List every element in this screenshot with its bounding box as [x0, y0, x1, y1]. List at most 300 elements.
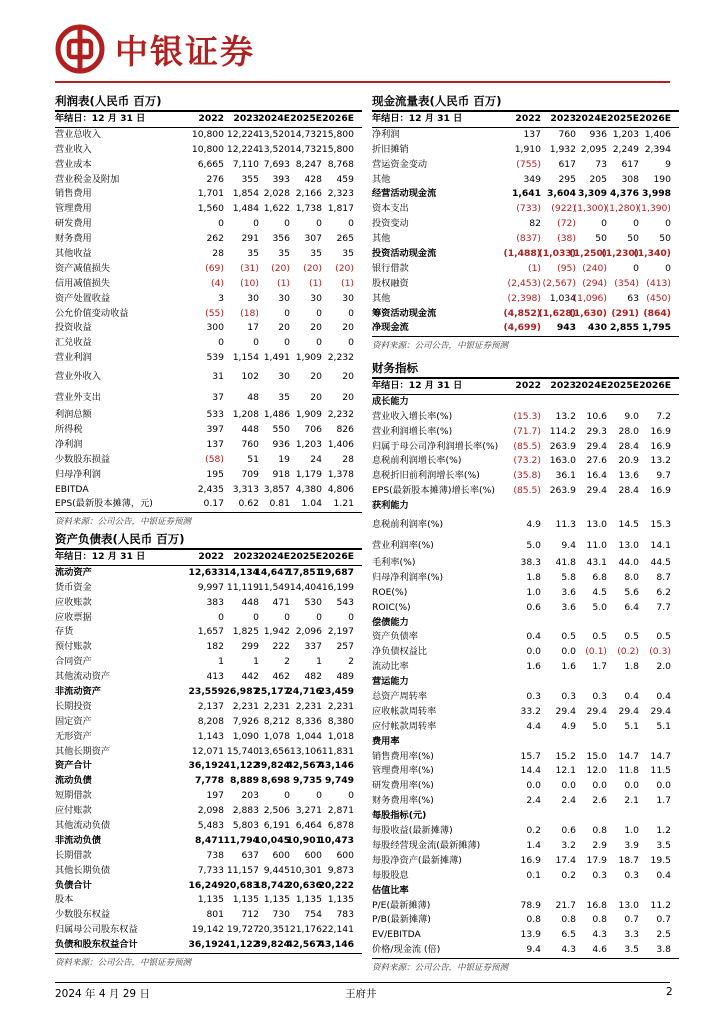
value-cell: 11.5 — [650, 765, 671, 777]
value-cell: 3.3 — [624, 929, 639, 941]
table-row — [55, 468, 362, 483]
value-cell: 291 — [241, 233, 259, 245]
value-cell: (2,567) — [542, 277, 576, 289]
value-cell: (733) — [516, 203, 541, 215]
value-cell: (450) — [646, 292, 671, 304]
value-cell: 2,323 — [327, 188, 354, 200]
value-cell: 12.1 — [555, 765, 576, 777]
value-cell: 5.8 — [561, 571, 576, 583]
value-cell: (85.5) — [513, 485, 541, 497]
table-row — [372, 913, 679, 928]
table-row — [372, 173, 679, 188]
value-cell: 14,404 — [289, 581, 322, 593]
value-cell: 0 — [316, 218, 322, 230]
value-cell: (864) — [643, 307, 671, 319]
value-cell: 0 — [665, 218, 671, 230]
value-cell: 36,192 — [188, 939, 224, 951]
value-cell: 19,687 — [318, 566, 354, 578]
row-label: 汇兑收益 — [55, 337, 92, 349]
value-cell: 0.7 — [624, 914, 639, 926]
value-cell: 17.4 — [555, 854, 576, 866]
value-cell: 6,191 — [263, 820, 290, 832]
financial-ratios-panel — [372, 360, 679, 975]
section-label: 成长能力 — [372, 395, 409, 407]
value-cell: 936 — [272, 438, 290, 450]
value-cell: 0.8 — [526, 914, 541, 926]
value-cell: 0 — [284, 790, 290, 802]
value-cell: 0.7 — [656, 914, 671, 926]
value-cell: 16.9 — [650, 440, 671, 452]
value-cell: 29.4 — [586, 440, 607, 452]
value-cell: (1) — [340, 277, 354, 289]
value-cell: 7,693 — [263, 158, 290, 170]
row-label: 流动负债 — [55, 775, 92, 787]
value-cell: 0 — [316, 611, 322, 623]
value-cell: 393 — [272, 173, 290, 185]
row-label: 利润总额 — [55, 409, 92, 421]
value-cell: 0.8 — [592, 914, 607, 926]
value-cell: 0.3 — [561, 691, 576, 703]
value-cell: 299 — [241, 641, 259, 653]
value-cell: 19,142 — [191, 924, 224, 936]
value-cell: 4.9 — [526, 519, 541, 531]
table-row — [55, 923, 362, 938]
value-cell: 14,732 — [289, 128, 322, 140]
value-cell: 448 — [241, 424, 259, 436]
value-cell: 4.6 — [592, 944, 607, 956]
panel-title: 现金流量表(人民币 百万) — [372, 93, 679, 112]
value-cell: 543 — [336, 596, 354, 608]
value-cell: (413) — [646, 277, 671, 289]
table-row — [372, 943, 679, 958]
value-cell: 1.21 — [333, 498, 354, 510]
row-label: 营业收入 — [55, 143, 92, 155]
year-header: 2025E — [607, 113, 639, 124]
cash-flow-panel — [372, 93, 679, 353]
value-cell: 35 — [278, 248, 290, 260]
value-cell: 0.4 — [624, 691, 639, 703]
value-cell: 29.4 — [586, 705, 607, 717]
value-cell: 2,166 — [295, 188, 322, 200]
value-cell: 28 — [212, 248, 224, 260]
table-row — [55, 700, 362, 715]
table-row — [55, 611, 362, 626]
value-cell: 489 — [336, 671, 354, 683]
table-row — [372, 202, 679, 217]
value-cell: 1,491 — [263, 352, 290, 364]
value-cell: 6.2 — [656, 586, 671, 598]
table-row — [55, 864, 362, 879]
value-cell: 0 — [601, 218, 607, 230]
value-cell: 41,122 — [223, 939, 259, 951]
value-cell: 11,549 — [257, 581, 290, 593]
value-cell: 0 — [633, 218, 639, 230]
value-cell: (20) — [303, 262, 322, 274]
table-row — [55, 774, 362, 789]
value-cell: 706 — [304, 424, 322, 436]
row-label: 应付账款 — [55, 805, 92, 817]
row-label: 营业外支出 — [55, 392, 101, 404]
row-label: 应收票据 — [55, 611, 92, 623]
value-cell: 0.3 — [526, 691, 541, 703]
row-label: P/E(最新摊薄) — [372, 899, 431, 911]
value-cell: 337 — [304, 641, 322, 653]
value-cell: 1,909 — [295, 352, 322, 364]
table-row — [372, 232, 679, 247]
table-row — [55, 387, 362, 408]
table-row — [55, 804, 362, 819]
value-cell: 918 — [272, 468, 290, 480]
value-cell: 0 — [253, 337, 259, 349]
value-cell: 1,406 — [327, 438, 354, 450]
value-cell: 307 — [304, 233, 322, 245]
value-cell: 2,096 — [295, 626, 322, 638]
value-cell: 539 — [206, 352, 224, 364]
value-cell: (1,280) — [605, 203, 639, 215]
value-cell: 50 — [659, 233, 671, 245]
value-cell: 14,647 — [254, 566, 290, 578]
section-row — [372, 884, 679, 899]
value-cell: 19,727 — [226, 924, 259, 936]
value-cell: 19 — [278, 453, 290, 465]
value-cell: 9,873 — [327, 864, 354, 876]
value-cell: (1,300) — [573, 203, 607, 215]
value-cell: 51 — [247, 453, 259, 465]
value-cell: 16.9 — [650, 425, 671, 437]
value-cell: (1,250) — [569, 248, 607, 260]
value-cell: 27.6 — [586, 455, 607, 467]
value-cell: 6.8 — [592, 571, 607, 583]
value-cell: 2,394 — [644, 143, 671, 155]
row-label: 营业外收入 — [55, 371, 101, 383]
row-label: 研发费用 — [55, 218, 92, 230]
source-note: 资料来源：公司公告，中银证券预测 — [372, 958, 679, 975]
table-row — [372, 705, 679, 720]
table-row — [372, 469, 679, 484]
value-cell: 3.6 — [561, 601, 576, 613]
value-cell: 35 — [247, 248, 259, 260]
table-row — [55, 187, 362, 202]
value-cell: 3,857 — [263, 483, 290, 495]
value-cell: 1,622 — [263, 203, 290, 215]
value-cell: 39,824 — [254, 939, 290, 951]
table-row — [372, 586, 679, 601]
value-cell: 11.3 — [555, 519, 576, 531]
value-cell: 0.4 — [656, 691, 671, 703]
value-cell: 712 — [241, 909, 259, 921]
year-header: 2022 — [198, 113, 224, 124]
row-label: EPS(最新股本摊薄，元) — [55, 498, 153, 510]
row-label: 息税折旧前利润增长率(%) — [372, 470, 480, 482]
value-cell: 30 — [247, 292, 259, 304]
value-cell: 5.0 — [592, 601, 607, 613]
row-label: 其他流动负债 — [55, 820, 111, 832]
value-cell: 8,380 — [327, 715, 354, 727]
value-cell: 0.8 — [561, 914, 576, 926]
table-row — [372, 321, 679, 336]
value-cell: 29.4 — [555, 705, 576, 717]
value-cell: 182 — [206, 641, 224, 653]
value-cell: (1,340) — [633, 248, 671, 260]
value-cell: 3,309 — [577, 188, 607, 200]
year-header: 2023 — [550, 113, 576, 124]
table-row — [372, 514, 679, 535]
value-cell: 36,192 — [188, 760, 224, 772]
row-label: 负债和股东权益合计 — [55, 939, 138, 951]
value-cell: (72) — [557, 218, 576, 230]
value-cell: 355 — [241, 173, 259, 185]
value-cell: 1.2 — [656, 825, 671, 837]
value-cell: 8,698 — [260, 775, 290, 787]
table-row — [55, 202, 362, 217]
value-cell: 2,197 — [327, 626, 354, 638]
value-cell: 1.0 — [526, 586, 541, 598]
row-label: 流动资产 — [55, 566, 92, 578]
row-label: 毛利率(%) — [372, 557, 416, 569]
year-header: 2026E — [322, 551, 354, 562]
row-label: 负债合计 — [55, 879, 92, 891]
row-label: 折旧摊销 — [372, 143, 409, 155]
value-cell: 0 — [284, 307, 290, 319]
row-label: 息税前利润增长率(%) — [372, 455, 462, 467]
value-cell: 448 — [241, 596, 259, 608]
value-cell: 21.7 — [555, 899, 576, 911]
value-cell: (1,230) — [601, 248, 639, 260]
section-label: 估值比率 — [372, 884, 409, 896]
value-cell: 709 — [241, 468, 259, 480]
value-cell: 26,987 — [223, 686, 259, 698]
table-row — [55, 483, 362, 498]
row-label: 管理费用率(%) — [372, 765, 434, 777]
value-cell: (1,033) — [538, 248, 576, 260]
value-cell: 1.7 — [656, 795, 671, 807]
header-label: 年结日：12 月 31 日 — [372, 380, 463, 391]
table-row — [55, 759, 362, 774]
table-row — [55, 581, 362, 596]
year-header: 2022 — [515, 380, 541, 391]
value-cell: 12.0 — [586, 765, 607, 777]
value-cell: 1,135 — [327, 894, 354, 906]
table-row — [55, 745, 362, 760]
value-cell: (1,096) — [573, 292, 607, 304]
value-cell: 4,376 — [609, 188, 639, 200]
value-cell: 36.1 — [555, 470, 576, 482]
table-header-row — [372, 379, 679, 395]
value-cell: 13.2 — [650, 455, 671, 467]
value-cell: 38.3 — [520, 557, 541, 569]
value-cell: 1,135 — [295, 894, 322, 906]
value-cell: 10,473 — [318, 834, 354, 846]
row-label: 无形资产 — [55, 730, 92, 742]
value-cell: 0 — [316, 307, 322, 319]
row-label: 少数股东权益 — [55, 909, 111, 921]
row-label: 其他 — [372, 233, 391, 245]
value-cell: 1,854 — [232, 188, 259, 200]
row-label: EPS(最新股本摊薄)增长率(%) — [372, 485, 495, 497]
value-cell: 43.1 — [586, 557, 607, 569]
value-cell: 0 — [253, 218, 259, 230]
table-row — [55, 292, 362, 307]
company-name: 王府井 — [345, 988, 377, 1000]
value-cell: 2,098 — [197, 805, 224, 817]
value-cell: 4,806 — [327, 483, 354, 495]
value-cell: 8.0 — [624, 571, 639, 583]
value-cell: 413 — [206, 671, 224, 683]
value-cell: 0.62 — [238, 498, 259, 510]
row-label: 长期借款 — [55, 849, 92, 861]
value-cell: (95) — [557, 262, 576, 274]
value-cell: 42,567 — [286, 939, 322, 951]
table-row — [372, 410, 679, 425]
table-header-row — [55, 112, 362, 128]
row-label: 流动比率 — [372, 661, 409, 673]
row-label: 息税前利润率(%) — [372, 519, 444, 531]
section-label: 获利能力 — [372, 500, 409, 512]
value-cell: 2,028 — [263, 188, 290, 200]
value-cell: 13.2 — [555, 410, 576, 422]
value-cell: 754 — [304, 909, 322, 921]
value-cell: 0 — [218, 611, 224, 623]
value-cell: 13.0 — [586, 519, 607, 531]
value-cell: 7,110 — [232, 158, 259, 170]
value-cell: 137 — [206, 438, 224, 450]
value-cell: 35 — [310, 248, 322, 260]
value-cell: 2.0 — [656, 661, 671, 673]
row-label: 营业成本 — [55, 158, 92, 170]
value-cell: (837) — [516, 233, 541, 245]
value-cell: 3,604 — [546, 188, 576, 200]
table-row — [55, 908, 362, 923]
section-row — [372, 499, 679, 514]
row-label: 资产处置收益 — [55, 292, 111, 304]
section-label: 每股指标(元) — [372, 810, 427, 822]
table-row — [372, 454, 679, 469]
value-cell: 43,146 — [318, 939, 354, 951]
header-label: 年结日：12 月 31 日 — [372, 113, 463, 124]
value-cell: 2,435 — [197, 483, 224, 495]
value-cell: 14.4 — [520, 765, 541, 777]
row-label: 固定资产 — [55, 715, 92, 727]
value-cell: 2 — [348, 656, 354, 668]
value-cell: 15,800 — [321, 128, 354, 140]
value-cell: 28.4 — [618, 440, 639, 452]
value-cell: 7,778 — [194, 775, 224, 787]
value-cell: 760 — [558, 128, 576, 140]
value-cell: 114.2 — [549, 425, 576, 437]
year-header: 2025E — [607, 380, 639, 391]
value-cell: 1.7 — [592, 661, 607, 673]
value-cell: 20 — [278, 322, 290, 334]
value-cell: 63 — [627, 292, 639, 304]
row-label: 归属母公司股东权益 — [55, 924, 138, 936]
value-cell: 13.6 — [618, 470, 639, 482]
balance-sheet-panel — [55, 531, 362, 970]
value-cell: 102 — [241, 371, 259, 383]
value-cell: 20,222 — [318, 879, 354, 891]
value-cell: 20 — [310, 392, 322, 404]
row-label: 营业收入增长率(%) — [372, 410, 453, 422]
table-row — [372, 307, 679, 322]
table-header-row — [372, 112, 679, 128]
value-cell: 5.1 — [656, 720, 671, 732]
value-cell: 0.5 — [656, 631, 671, 643]
value-cell: 300 — [206, 322, 224, 334]
value-cell: 8,208 — [197, 715, 224, 727]
table-row — [55, 366, 362, 387]
table-row — [55, 351, 362, 366]
value-cell: 20,351 — [257, 924, 290, 936]
value-cell: 4.5 — [592, 586, 607, 598]
value-cell: 20,683 — [223, 879, 259, 891]
value-cell: 11,794 — [223, 834, 259, 846]
value-cell: 50 — [595, 233, 607, 245]
value-cell: 41.8 — [555, 557, 576, 569]
panel-title: 资产负债表(人民币 百万) — [55, 531, 362, 550]
table-row — [372, 158, 679, 173]
value-cell: 10,800 — [191, 143, 224, 155]
year-header: 2023 — [233, 551, 259, 562]
table-row — [55, 640, 362, 655]
table-row — [55, 143, 362, 158]
value-cell: 0.8 — [592, 825, 607, 837]
value-cell: 12,224 — [226, 128, 259, 140]
balance-table — [55, 550, 362, 953]
value-cell: 617 — [558, 158, 576, 170]
value-cell: 600 — [336, 849, 354, 861]
row-label: 应付帐款周转率 — [372, 720, 437, 732]
table-row — [55, 849, 362, 864]
value-cell: 29.4 — [586, 485, 607, 497]
row-label: 投资收益 — [55, 322, 92, 334]
value-cell: (35.8) — [513, 470, 541, 482]
value-cell: 1.6 — [526, 661, 541, 673]
value-cell: 18.7 — [618, 854, 639, 866]
value-cell: 20 — [310, 322, 322, 334]
value-cell: 20.9 — [618, 455, 639, 467]
table-row — [372, 571, 679, 586]
value-cell: 442 — [241, 671, 259, 683]
value-cell: 1.6 — [561, 661, 576, 673]
value-cell: 0 — [348, 611, 354, 623]
table-row — [372, 128, 679, 143]
value-cell: 5,483 — [197, 820, 224, 832]
header-label: 年结日：12 月 31 日 — [55, 113, 146, 124]
row-label: 管理费用 — [55, 203, 92, 215]
value-cell: 0 — [665, 262, 671, 274]
row-label: 公允价值变动收益 — [55, 307, 129, 319]
value-cell: 2 — [284, 656, 290, 668]
value-cell: 2.4 — [526, 795, 541, 807]
row-label: 应收账款 — [55, 596, 92, 608]
value-cell: 0.0 — [526, 646, 541, 658]
value-cell: (38) — [557, 233, 576, 245]
value-cell: 20 — [342, 392, 354, 404]
value-cell: 482 — [304, 671, 322, 683]
value-cell: 0.0 — [592, 780, 607, 792]
value-cell: 42,567 — [286, 760, 322, 772]
value-cell: 1,135 — [197, 894, 224, 906]
value-cell: 29.4 — [650, 705, 671, 717]
value-cell: 1,817 — [327, 203, 354, 215]
value-cell: 0.6 — [561, 825, 576, 837]
value-cell: 459 — [336, 173, 354, 185]
row-label: 营业税金及附加 — [55, 173, 120, 185]
value-cell: 471 — [272, 596, 290, 608]
value-cell: 17 — [247, 322, 259, 334]
year-header: 2024E — [258, 551, 290, 562]
value-cell: 13.0 — [618, 540, 639, 552]
source-note: 资料来源：公司公告，中银证券预测 — [372, 336, 679, 353]
